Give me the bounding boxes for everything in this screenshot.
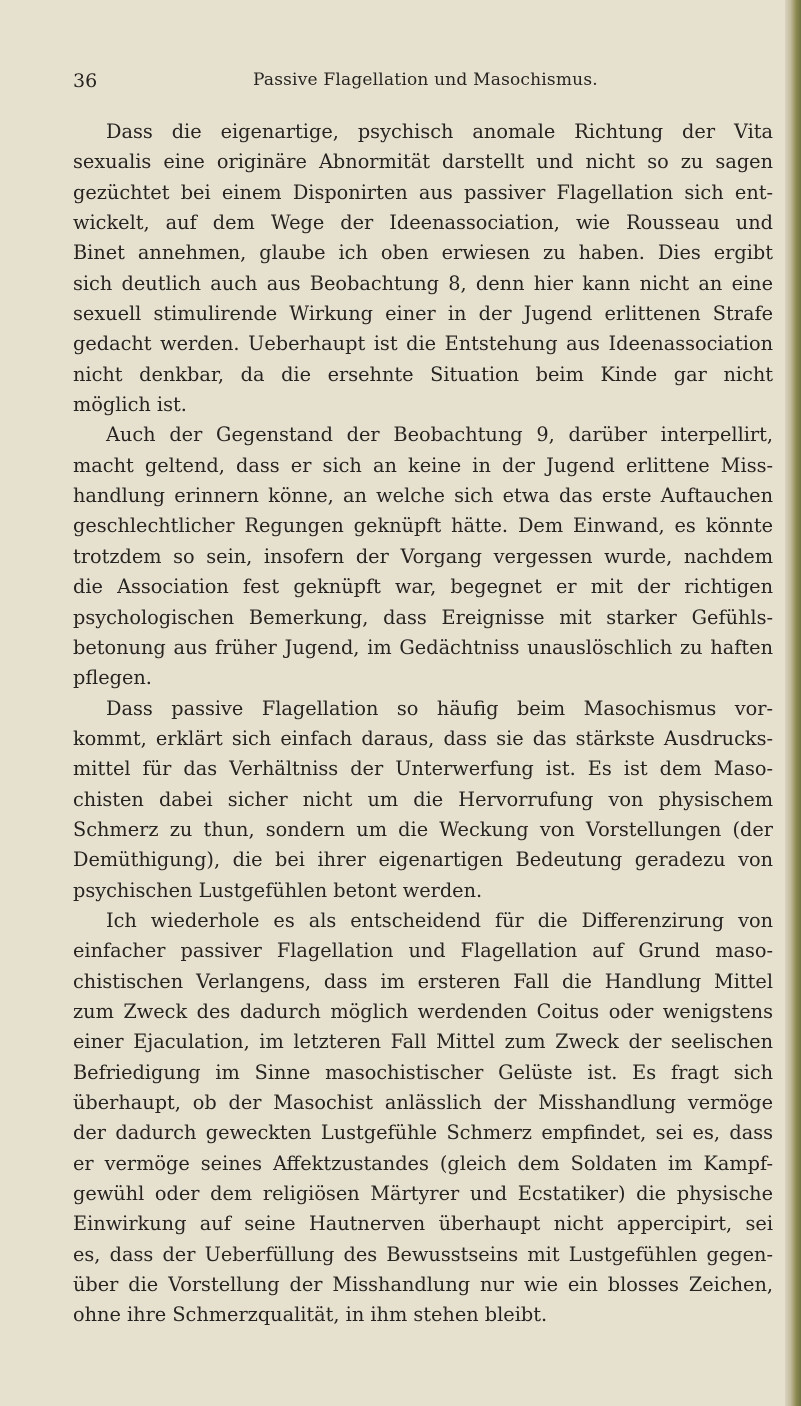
page-number: 36 [73,70,98,92]
running-title: Passive Flagellation und Masochismus. [253,70,598,90]
text-line: Auch der Gegenstand der Beobachtung 9, darüber interpellirt, [106,423,773,447]
text-line: macht geltend, dass er sich an keine in der Jugend erlittene Miss- [73,453,773,477]
text-line: die Association fest geknüpft war, begegnet er mit der richtigen [73,575,773,599]
page-edge [785,0,801,1406]
text-line: sexualis eine originäre Abnormität darstellt und nicht so zu sagen [73,150,773,174]
text-line: gezüchtet bei einem Disponirten aus passiver Flagellation sich ent- [73,180,773,204]
text-line: Schmerz zu thun, sondern um die Weckung von Vorstellungen (der [73,817,773,841]
text-line: der dadurch geweckten Lustgefühle Schmerz empfindet, sei es, dass [73,1121,773,1145]
text-line: psychischen Lustgefühlen betont werden. [73,878,483,902]
text-line: Befriedigung im Sinne masochistischer Gelüste ist. Es fragt sich [73,1060,773,1084]
text-line: möglich ist. [73,393,187,417]
text-line: Demüthigung), die bei ihrer eigenartigen Bedeutung geradezu von [73,848,773,872]
text-line: gewühl oder dem religiösen Märtyrer und Ecstatiker) die physische [73,1182,773,1206]
text-line: einfacher passiver Flagellation und Flagellation auf Grund maso- [73,939,773,963]
text-line: nicht denkbar, da die ersehnte Situation beim Kinde gar nicht [73,362,773,386]
text-line: Dass passive Flagellation so häufig beim Masochismus vor- [106,696,773,720]
text-line: sexuell stimulirende Wirkung einer in der Jugend erlittenen Strafe [73,302,773,326]
text-line: Dass die eigenartige, psychisch anomale Richtung der Vita [106,120,773,143]
text-line: Ich wiederhole es als entscheidend für die Differenzirung von [106,908,773,932]
text-line: geschlechtlicher Regungen geknüpft hätte. Dem Einwand, es könnte [73,514,773,538]
text-line: mittel für das Verhältniss der Unterwerfung ist. Es ist dem Maso- [73,757,773,781]
text-line: überhaupt, ob der Masochist anlässlich der Misshandlung vermöge [73,1091,773,1114]
text-line: trotzdem so sein, insofern der Vorgang vergessen wurde, nachdem [73,544,773,568]
text-line: es, dass der Ueberfüllung des Bewusstseins mit Lustgefühlen gegen- [73,1242,773,1266]
text-line: pflegen. [73,666,152,690]
text-line: psychologischen Bemerkung, dass Ereignisse mit starker Gefühls- [73,605,773,629]
page-header [73,70,773,98]
text-line: chistischen Verlangens, dass im ersteren Fall die Handlung Mittel [73,969,773,993]
text-line: über die Vorstellung der Misshandlung nur wie ein blosses Zeichen, [73,1273,773,1297]
text-line: chisten dabei sicher nicht um die Hervorrufung von physischem [73,787,773,811]
text-line: kommt, erklärt sich einfach daraus, dass sie das stärkste Ausdrucks- [73,726,773,750]
text-line: gedacht werden. Ueberhaupt ist die Entstehung aus Ideenassociation [73,332,773,356]
text-line: er vermöge seines Affektzustandes (gleich dem Soldaten im Kampf- [73,1151,773,1175]
text-line: sich deutlich auch aus Beobachtung 8, denn hier kann nicht an eine [73,271,773,295]
text-line: einer Ejaculation, im letzteren Fall Mittel zum Zweck der seelischen [73,1030,773,1054]
text-line: Einwirkung auf seine Hautnerven überhaupt nicht appercipirt, sei [73,1212,773,1236]
body-text [73,117,773,1331]
text-line: wickelt, auf dem Wege der Ideenassociation, wie Rousseau und [73,211,773,235]
text-line: betonung aus früher Jugend, im Gedächtniss unauslöschlich zu haften [73,635,773,659]
text-line: Binet annehmen, glaube ich oben erwiesen zu haben. Dies ergibt [73,241,773,265]
text-line: ohne ihre Schmerzqualität, in ihm stehen bleibt. [73,1303,548,1327]
text-line: zum Zweck des dadurch möglich werdenden Coitus oder wenigstens [73,999,773,1023]
text-line: handlung erinnern könne, an welche sich etwa das erste Auftauchen [73,484,773,508]
